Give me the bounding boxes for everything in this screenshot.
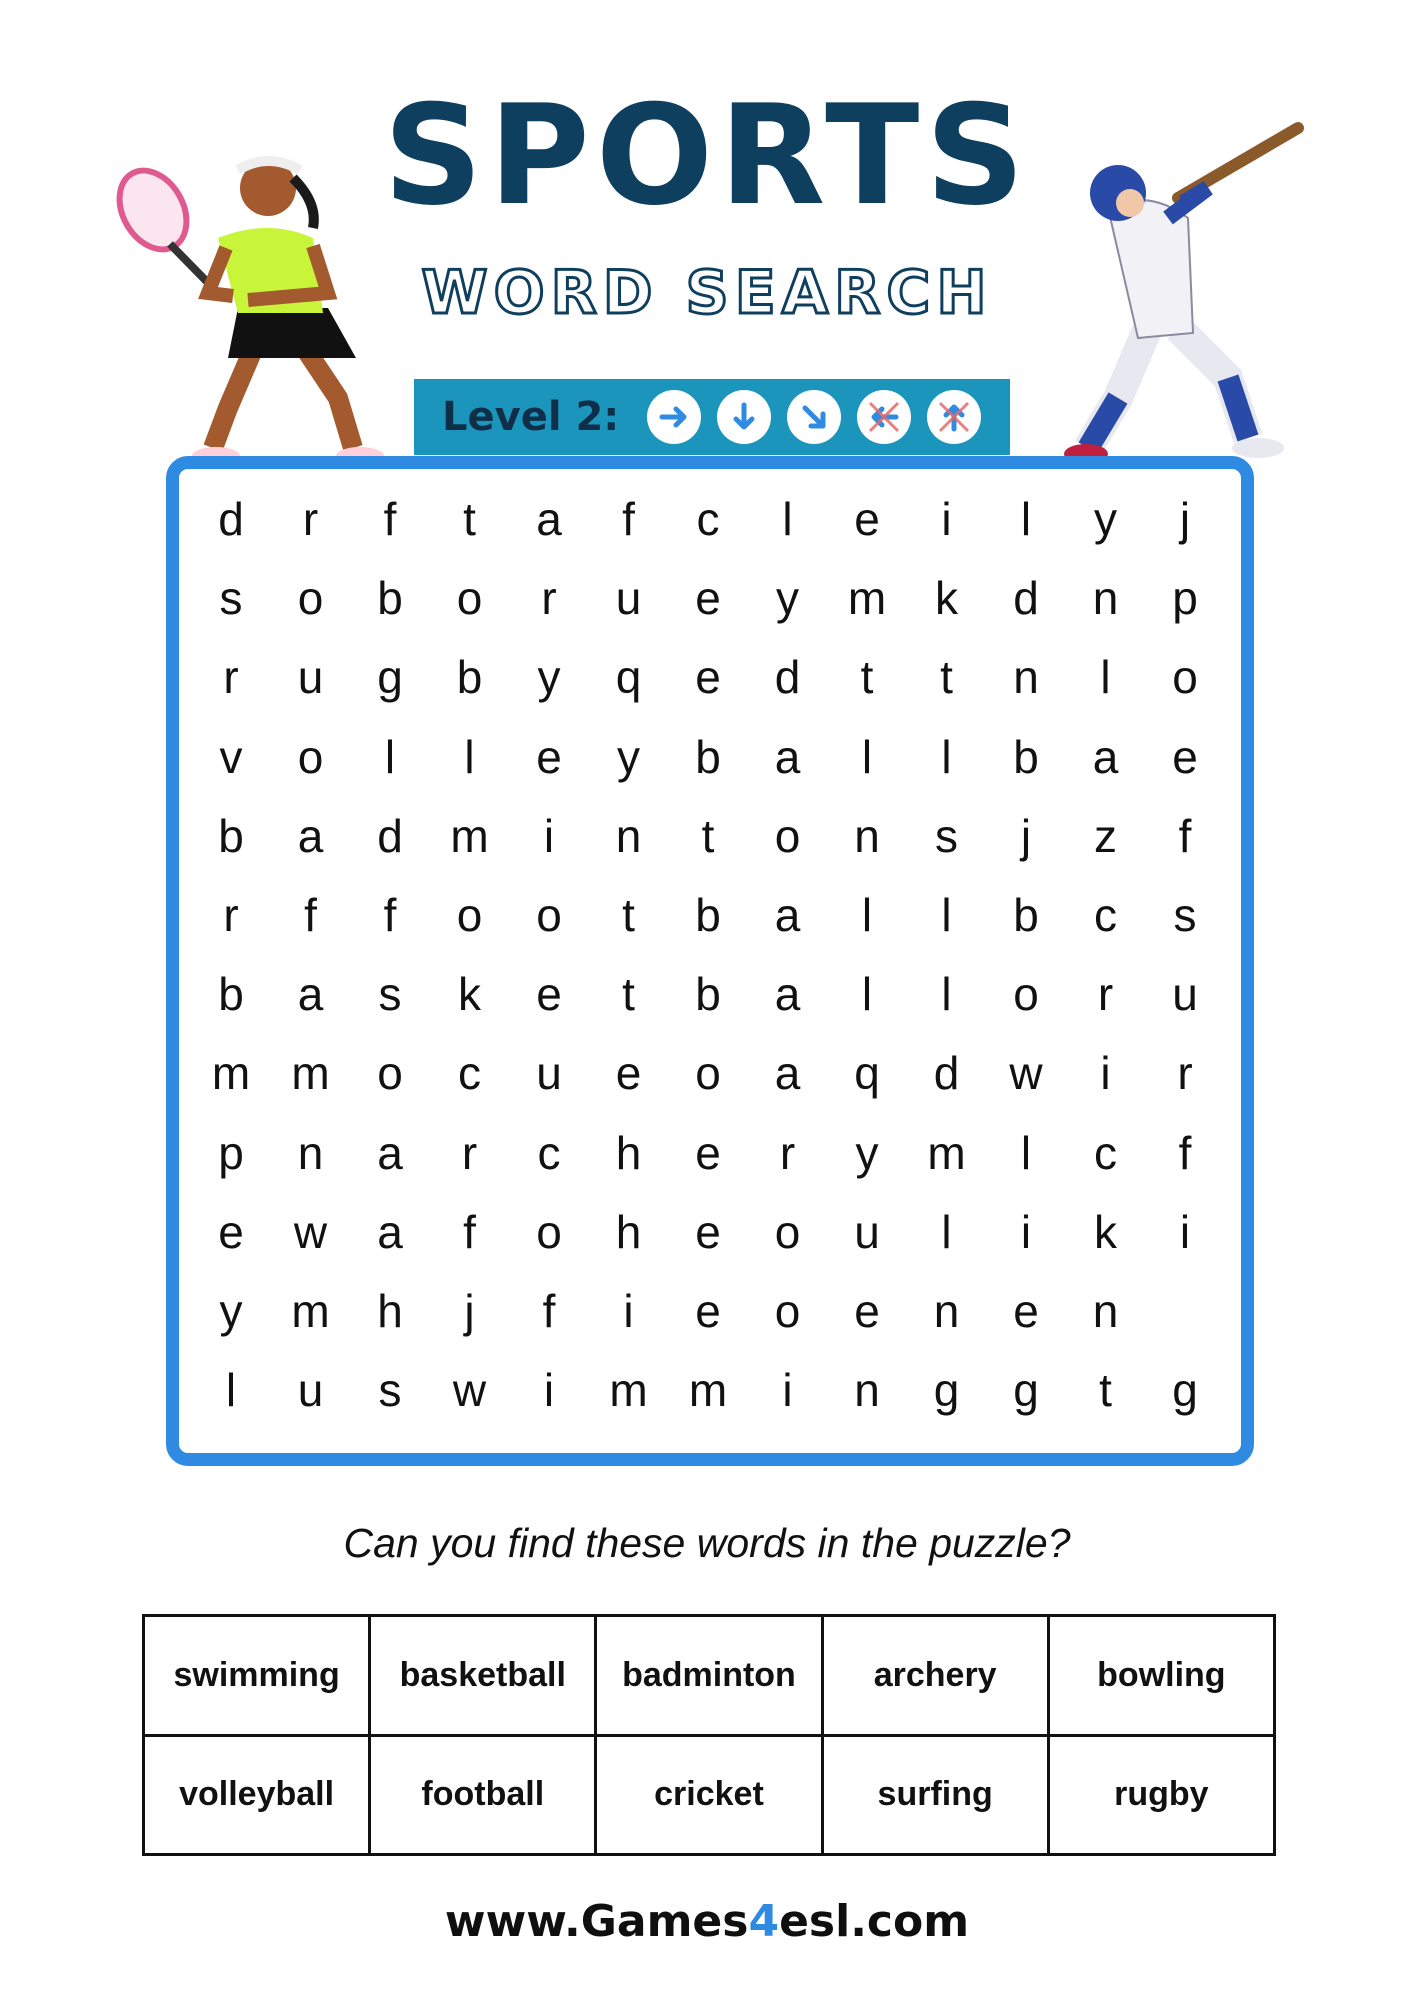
grid-letter[interactable]: p <box>1172 572 1198 625</box>
grid-letter[interactable]: e <box>695 1205 721 1258</box>
grid-letter[interactable]: m <box>609 1364 648 1417</box>
grid-letter[interactable]: m <box>291 1047 330 1100</box>
grid-letter[interactable]: b <box>695 889 721 941</box>
grid-letter[interactable]: i <box>543 809 555 862</box>
footer-url-accent: 4 <box>748 1896 780 1947</box>
grid-letter[interactable]: o <box>1013 968 1039 1021</box>
grid-letter[interactable]: k <box>458 968 481 1021</box>
grid-letter[interactable]: n <box>1092 572 1119 625</box>
grid-letter[interactable]: a <box>297 968 324 1021</box>
arrow-left-icon <box>857 390 911 444</box>
grid-letter[interactable]: e <box>1172 730 1198 783</box>
grid-letter[interactable]: f <box>622 493 635 545</box>
grid-letter[interactable]: e <box>854 493 880 545</box>
grid-letter[interactable]: f <box>383 493 397 545</box>
grid-letter[interactable]: f <box>383 889 397 941</box>
grid-letter[interactable]: i <box>543 1364 555 1417</box>
grid-letter[interactable]: f <box>542 1285 556 1337</box>
level-bar <box>414 379 1010 455</box>
grid-letter[interactable]: q <box>854 1047 880 1100</box>
grid-letter[interactable]: b <box>377 572 403 625</box>
grid-letter[interactable]: m <box>211 1047 251 1100</box>
page-title: SPORTS <box>383 75 1031 236</box>
grid-letter[interactable]: e <box>536 968 562 1021</box>
grid-letter[interactable]: w <box>452 1364 487 1417</box>
grid-letter[interactable]: l <box>941 730 952 783</box>
word-cell: cricket <box>596 1735 822 1855</box>
grid-letter[interactable]: z <box>1094 809 1117 862</box>
word-cell: football <box>370 1735 596 1855</box>
grid-letter[interactable]: c <box>1094 1126 1117 1179</box>
grid-letter[interactable]: o <box>456 572 483 625</box>
grid-letter[interactable]: q <box>615 651 642 704</box>
grid-letter[interactable]: r <box>541 572 557 625</box>
arrow-up-icon <box>927 390 981 444</box>
grid-letter[interactable]: r <box>1177 1047 1193 1100</box>
word-list-row <box>144 1616 1275 1736</box>
page-subtitle: WORD SEARCH <box>421 258 993 328</box>
word-cell: surfing <box>822 1735 1048 1855</box>
grid-letter[interactable]: i <box>1020 1205 1032 1258</box>
grid-letter[interactable]: c <box>458 1047 481 1100</box>
grid-letter[interactable]: g <box>1013 1364 1039 1417</box>
grid-letter[interactable]: s <box>935 809 958 862</box>
grid-letter[interactable]: c <box>696 493 720 545</box>
grid-letter[interactable]: j <box>1179 493 1191 545</box>
grid-letter[interactable]: c <box>1094 889 1117 941</box>
grid-letter[interactable]: n <box>854 1364 880 1417</box>
grid-letter[interactable]: y <box>219 1285 243 1337</box>
grid-letter[interactable]: n <box>297 1126 324 1179</box>
grid-letter[interactable]: h <box>615 1205 642 1258</box>
grid-letter[interactable]: r <box>779 1126 796 1179</box>
grid-letter[interactable]: y <box>1094 493 1117 545</box>
grid-letter[interactable]: e <box>854 1285 880 1337</box>
grid-letter[interactable]: d <box>218 493 244 545</box>
grid-letter[interactable]: e <box>536 730 562 783</box>
grid-letter[interactable]: o <box>297 730 324 783</box>
arrow-down-right-icon <box>787 390 841 444</box>
grid-letter[interactable]: l <box>782 493 793 545</box>
footer-url-prefix: www.Games <box>444 1896 749 1947</box>
grid-letter[interactable]: k <box>935 572 958 625</box>
grid-letter[interactable]: k <box>1094 1205 1117 1258</box>
grid-letter[interactable]: t <box>622 968 635 1021</box>
word-cell: basketball <box>370 1616 596 1736</box>
grid-letter[interactable]: a <box>774 730 801 783</box>
grid-letter[interactable]: b <box>218 968 244 1021</box>
word-cell: rugby <box>1048 1735 1274 1855</box>
grid-letter[interactable]: u <box>1172 968 1198 1021</box>
grid-letter[interactable]: u <box>536 1047 562 1100</box>
grid-letter[interactable]: s <box>378 968 402 1021</box>
grid-letter[interactable]: f <box>463 1205 476 1258</box>
arrow-right-icon <box>647 390 701 444</box>
grid-letter[interactable]: s <box>219 572 243 625</box>
word-cell: volleyball <box>144 1735 370 1855</box>
grid-letter[interactable]: t <box>940 651 953 704</box>
grid-letter[interactable]: o <box>536 889 562 941</box>
grid-letter[interactable]: h <box>377 1285 403 1337</box>
grid-letter[interactable]: o <box>536 1205 562 1258</box>
grid-letter[interactable]: f <box>1178 1126 1192 1179</box>
grid-letter[interactable]: l <box>941 968 952 1021</box>
grid-letter[interactable]: h <box>615 1126 642 1179</box>
grid-letter[interactable]: b <box>695 968 721 1021</box>
grid-letter[interactable]: o <box>1172 651 1198 704</box>
grid-letter[interactable]: m <box>450 809 489 862</box>
grid-letter[interactable]: d <box>774 651 801 704</box>
grid-letter[interactable]: c <box>537 1126 561 1179</box>
grid-letter[interactable]: b <box>218 809 244 862</box>
grid-letter[interactable]: r <box>461 1126 478 1179</box>
grid-letter[interactable]: g <box>1172 1364 1198 1417</box>
grid-letter[interactable]: o <box>774 1205 801 1258</box>
grid-letter[interactable]: m <box>847 572 887 625</box>
grid-letter[interactable]: a <box>377 1205 403 1258</box>
grid-letter[interactable]: e <box>695 572 721 625</box>
grid-letter[interactable]: b <box>1013 889 1039 941</box>
grid-letter[interactable]: a <box>1092 730 1119 783</box>
grid-letter[interactable]: i <box>1100 1047 1111 1100</box>
grid-letter[interactable]: a <box>536 493 562 545</box>
grid-letter[interactable]: a <box>774 968 801 1021</box>
grid-letter[interactable]: t <box>1099 1364 1112 1417</box>
grid-letter[interactable]: g <box>933 1364 960 1417</box>
grid-letter[interactable]: t <box>622 889 635 941</box>
grid-letter[interactable]: w <box>1009 1047 1043 1100</box>
instruction-text: Can you find these words in the puzzle? <box>343 1520 1071 1566</box>
grid-letter[interactable]: i <box>1179 1205 1191 1258</box>
grid-letter[interactable]: y <box>776 572 799 625</box>
grid-letter[interactable]: f <box>1178 809 1192 862</box>
grid-letter[interactable]: t <box>701 809 715 862</box>
grid-letter[interactable]: n <box>615 809 642 862</box>
grid-letter[interactable]: l <box>1020 1126 1032 1179</box>
level-label: Level 2: <box>442 394 620 440</box>
grid-letter[interactable]: e <box>695 651 721 704</box>
grid-letter[interactable]: r <box>1097 968 1114 1021</box>
grid-letter[interactable]: d <box>1013 572 1039 625</box>
grid-letter[interactable]: r <box>302 493 319 545</box>
grid-letter[interactable]: j <box>1020 809 1032 862</box>
grid-letter[interactable]: b <box>695 730 721 783</box>
grid-letter[interactable]: l <box>1100 651 1111 704</box>
grid-letter[interactable]: n <box>1013 651 1039 704</box>
word-cell: bowling <box>1048 1616 1274 1736</box>
grid-letter[interactable]: u <box>854 1205 880 1258</box>
grid-letter[interactable]: u <box>615 572 642 625</box>
grid-letter[interactable]: v <box>219 730 243 783</box>
grid-letter[interactable]: y <box>617 730 640 783</box>
grid-letter[interactable]: y <box>855 1126 879 1179</box>
grid-letter[interactable]: o <box>456 889 483 941</box>
grid-letter[interactable]: n <box>933 1285 960 1337</box>
grid-letter[interactable]: o <box>774 1285 801 1337</box>
grid-letter[interactable]: m <box>688 1364 728 1417</box>
grid-letter[interactable]: a <box>774 1047 801 1100</box>
grid-letter[interactable]: j <box>464 1285 475 1337</box>
grid-letter[interactable]: o <box>695 1047 721 1100</box>
grid-letter[interactable]: d <box>377 809 403 862</box>
grid-letter[interactable]: m <box>291 1285 330 1337</box>
word-list-table <box>142 1614 1276 1856</box>
grid-letter[interactable]: s <box>378 1364 402 1417</box>
grid-letter[interactable]: i <box>941 493 952 545</box>
grid-letter[interactable]: r <box>223 651 239 704</box>
word-search-grid <box>166 456 1254 1466</box>
grid-letter[interactable]: d <box>933 1047 960 1100</box>
grid-letter[interactable]: m <box>927 1126 966 1179</box>
word-cell: archery <box>822 1616 1048 1736</box>
grid-letter[interactable]: u <box>297 1364 324 1417</box>
grid-letter[interactable]: o <box>377 1047 403 1100</box>
grid-letter[interactable]: b <box>456 651 483 704</box>
word-cell: badminton <box>596 1616 822 1736</box>
grid-letter[interactable]: i <box>782 1364 793 1417</box>
grid-letter[interactable]: e <box>695 1285 721 1337</box>
grid-letter[interactable]: a <box>297 809 324 862</box>
grid-letter[interactable]: s <box>1173 889 1197 941</box>
grid-letter[interactable]: l <box>861 968 873 1021</box>
grid-letter[interactable]: a <box>774 889 801 941</box>
footer-url[interactable] <box>0 1896 1414 1947</box>
grid-letter[interactable]: b <box>1013 730 1039 783</box>
grid-letter[interactable]: y <box>537 651 561 704</box>
grid-letter[interactable]: n <box>854 809 880 862</box>
grid-letter[interactable]: r <box>223 889 239 941</box>
grid-letter[interactable]: l <box>941 1205 952 1258</box>
grid-letter[interactable]: l <box>941 889 952 941</box>
grid-letter[interactable]: t <box>463 493 476 545</box>
grid-letter[interactable]: n <box>1092 1285 1119 1337</box>
grid-letter[interactable]: e <box>615 1047 642 1100</box>
grid-letter[interactable]: e <box>695 1126 721 1179</box>
grid-letter[interactable]: o <box>297 572 324 625</box>
grid-letter[interactable]: f <box>304 889 317 941</box>
grid-letter[interactable]: l <box>384 730 396 783</box>
grid-letter[interactable]: l <box>225 1364 237 1417</box>
grid-letter[interactable]: l <box>464 730 475 783</box>
grid-letter[interactable]: t <box>860 651 874 704</box>
grid-letter[interactable]: l <box>861 730 873 783</box>
grid-letter[interactable]: p <box>218 1126 244 1179</box>
arrow-down-icon <box>717 390 771 444</box>
grid-letter[interactable]: u <box>297 651 324 704</box>
grid-letter[interactable]: e <box>1013 1285 1039 1337</box>
word-cell: swimming <box>144 1616 370 1736</box>
grid-letter[interactable]: o <box>774 809 801 862</box>
grid-letter[interactable]: l <box>861 889 873 941</box>
grid-letter[interactable]: l <box>1020 493 1032 545</box>
grid-letter[interactable]: a <box>377 1126 403 1179</box>
word-list-row <box>144 1735 1275 1855</box>
grid-letter[interactable]: w <box>293 1205 328 1258</box>
grid-letter[interactable]: e <box>218 1205 244 1258</box>
footer-url-suffix: esl.com <box>779 1896 970 1947</box>
grid-letter[interactable]: i <box>623 1285 634 1337</box>
grid-letter[interactable]: g <box>377 651 403 704</box>
